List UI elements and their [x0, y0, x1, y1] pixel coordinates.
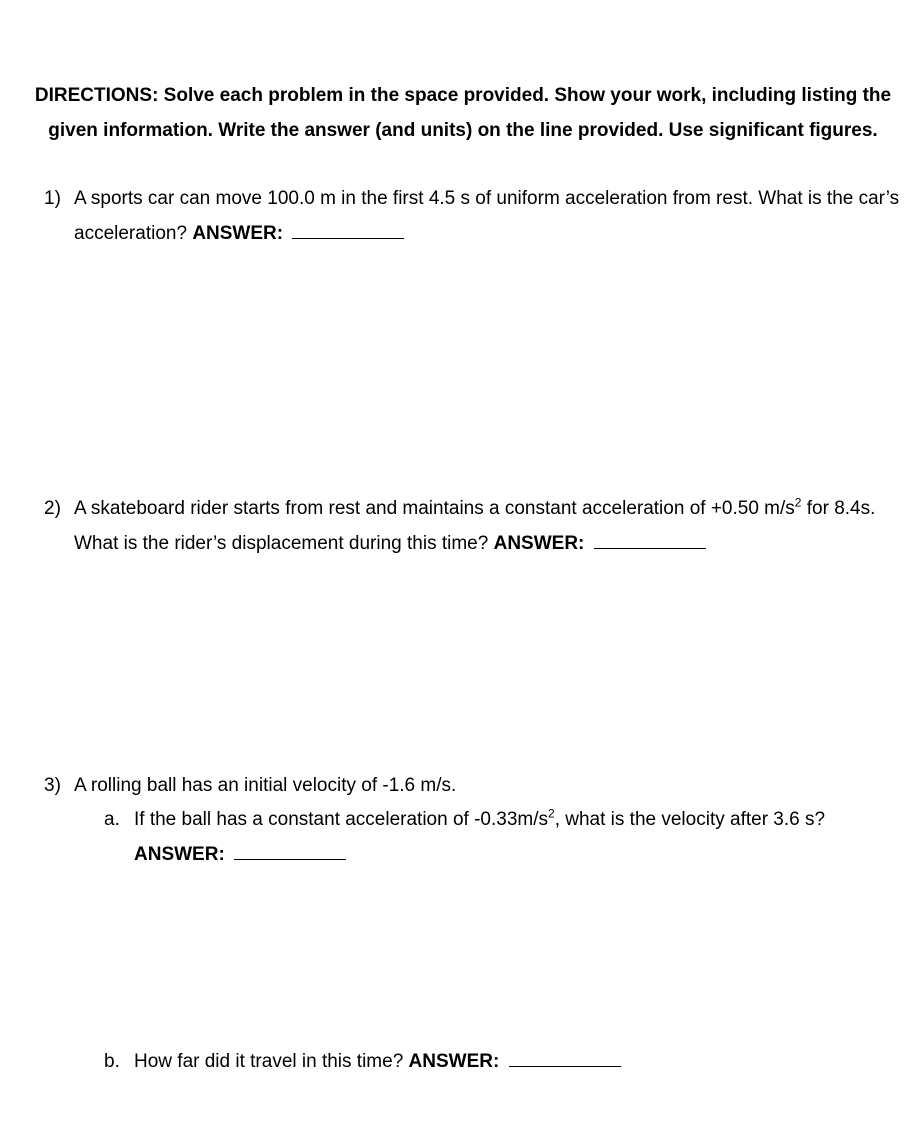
- subquestion-text: [134, 802, 914, 872]
- subquestion-prompt-part2: , what is the velocity after 3.6 s?: [554, 809, 826, 830]
- question-prompt-part1: A skateboard rider starts from rest and maintains a constant acceleration of +0.50 m/s: [74, 498, 795, 519]
- answer-line[interactable]: [234, 841, 346, 860]
- subquestion-label: a.: [104, 809, 120, 830]
- question-text: [74, 181, 914, 251]
- question-text: [74, 491, 914, 561]
- answer-line[interactable]: [594, 530, 706, 549]
- question-1: [0, 181, 921, 251]
- question-prompt-part2: for 8.4s. What is the rider’s displacement during this time?: [74, 498, 876, 554]
- question-prompt: A sports car can move 100.0 m in the first 4.5 s of uniform acceleration from rest. What is the car’s acceleration?: [74, 188, 900, 244]
- question-number: 1): [44, 188, 61, 209]
- superscript: 2: [548, 806, 555, 821]
- superscript: 2: [794, 495, 802, 510]
- question-prompt: A rolling ball has an initial velocity of -1.6 m/s.: [74, 775, 457, 796]
- answer-label: ANSWER:: [493, 533, 585, 554]
- question-3: [0, 768, 921, 803]
- question-number: 2): [44, 498, 61, 519]
- answer-label: ANSWER:: [408, 1051, 500, 1072]
- subquestion-prompt: How far did it travel in this time?: [134, 1051, 404, 1072]
- question-2: [0, 491, 921, 561]
- question-number: 3): [44, 775, 61, 796]
- answer-label: ANSWER:: [134, 844, 225, 865]
- answer-line[interactable]: [509, 1048, 621, 1067]
- question-3b: [0, 1044, 921, 1079]
- question-3a: [0, 802, 921, 872]
- subquestion-text: [134, 1044, 914, 1079]
- answer-label: ANSWER:: [192, 223, 284, 244]
- directions: DIRECTIONS: Solve each problem in the space provided. Show your work, including listing the given information. Write the answer (and units) on the line provided. Use significant figures.: [34, 85, 892, 141]
- subquestion-prompt-part1: If the ball has a constant acceleration of -0.33m/s: [134, 809, 549, 830]
- subquestion-label: b.: [104, 1051, 120, 1072]
- answer-line[interactable]: [292, 220, 404, 239]
